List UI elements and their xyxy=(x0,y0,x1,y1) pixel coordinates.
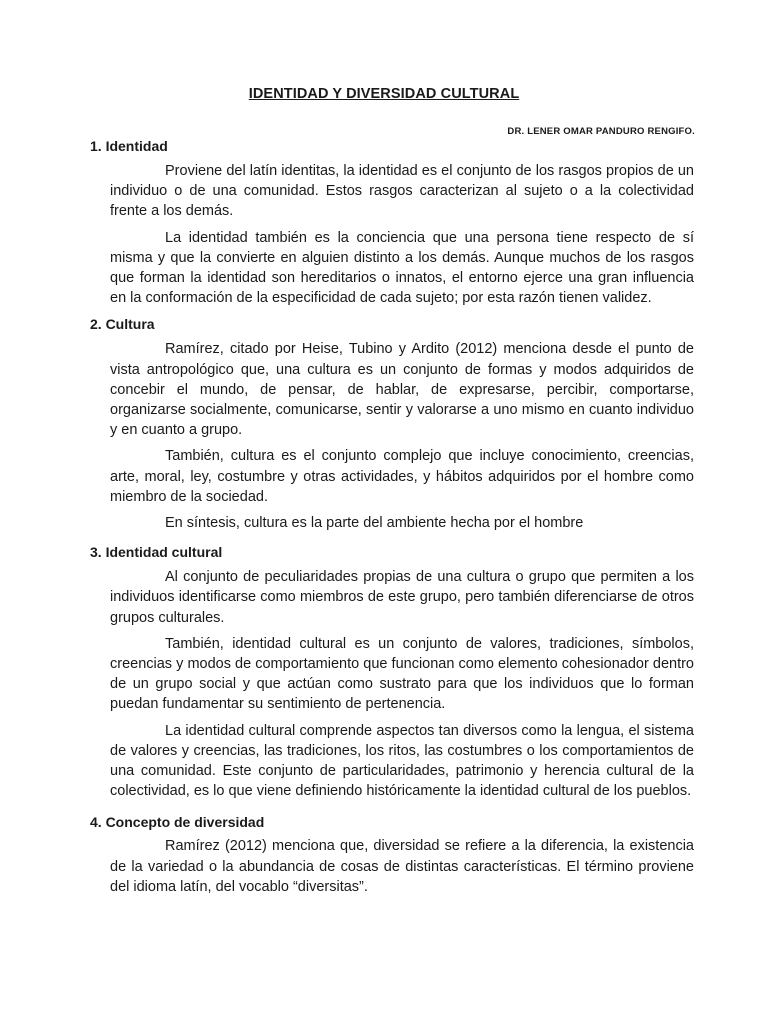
paragraph: Al conjunto de peculiaridades propias de una cultura o grupo que permiten a los individuos identificarse como miembros de este grupo, pero también diferenciarse de otros grupos culturales. xyxy=(110,569,694,626)
paragraph: Ramírez, citado por Heise, Tubino y Ardito (2012) menciona desde el punto de vista antropológico que, una cultura es un conjunto de formas y modos adquiridos de concebir el mundo, de pensar, de hablar, de expresarse, percibir, comportarse, organizarse socialmente, comunicarse, sentir y valorarse a uno mismo en cuanto individuo y en cuanto a grupo. xyxy=(110,341,694,439)
paragraph: También, identidad cultural es un conjunto de valores, tradiciones, símbolos, creencias y modos de comportamiento que funcionan como elemento cohesionador dentro de un grupo social y que actúan como sustrato para que los individuos que lo forman puedan fundamentar su sentimiento de pertenencia. xyxy=(110,635,694,713)
paragraph: La identidad cultural comprende aspectos tan diversos como la lengua, el sistema de valores y creencias, las tradiciones, los ritos, las costumbres o los comportamientos de una comunidad. Este conjunto de particularidades, patrimonio y herencia cultural de la colectividad, es lo que viene definiendo históricamente la identidad cultural de los pueblos. xyxy=(110,722,694,800)
document-title: IDENTIDAD Y DIVERSIDAD CULTURAL xyxy=(248,86,520,102)
section-heading-identidad-cultural: 3. Identidad cultural xyxy=(90,544,223,561)
section-heading-concepto-de-diversidad: 4. Concepto de diversidad xyxy=(90,814,265,831)
paragraph: En síntesis, cultura es la parte del ambiente hecha por el hombre xyxy=(165,515,584,532)
section-heading-cultura: 2. Cultura xyxy=(90,316,155,333)
document-body xyxy=(90,136,694,897)
section-heading-identidad: 1. Identidad xyxy=(90,138,168,154)
paragraph: También, cultura es el conjunto complejo que incluye conocimiento, creencias, arte, moral, ley, costumbre y otras actividades, y hábitos adquiridos por el hombre como miembro de la sociedad. xyxy=(110,448,694,505)
paragraph: Proviene del latín identitas, la identidad es el conjunto de los rasgos propios de un individuo o de una comunidad. Estos rasgos caracterizan al sujeto o a la colectividad frente a los demás. xyxy=(110,163,694,220)
paragraph: Ramírez (2012) menciona que, diversidad se refiere a la diferencia, la existencia de la variedad o la abundancia de cosas de distintas características. El término proviene del idioma latín, del vocablo “diversitas”. xyxy=(110,838,694,895)
paragraph: La identidad también es la conciencia que una persona tiene respecto de sí misma y que la convierte en alguien distinto a los demás. Aunque muchos de los rasgos que forman la identidad son hereditarios o innatos, el entorno ejerce una gran influencia en la conformación de la especificidad de cada sujeto; por esta razón tienen validez. xyxy=(110,229,694,307)
document-author: DR. LENER OMAR PANDURO RENGIFO. xyxy=(507,126,695,137)
